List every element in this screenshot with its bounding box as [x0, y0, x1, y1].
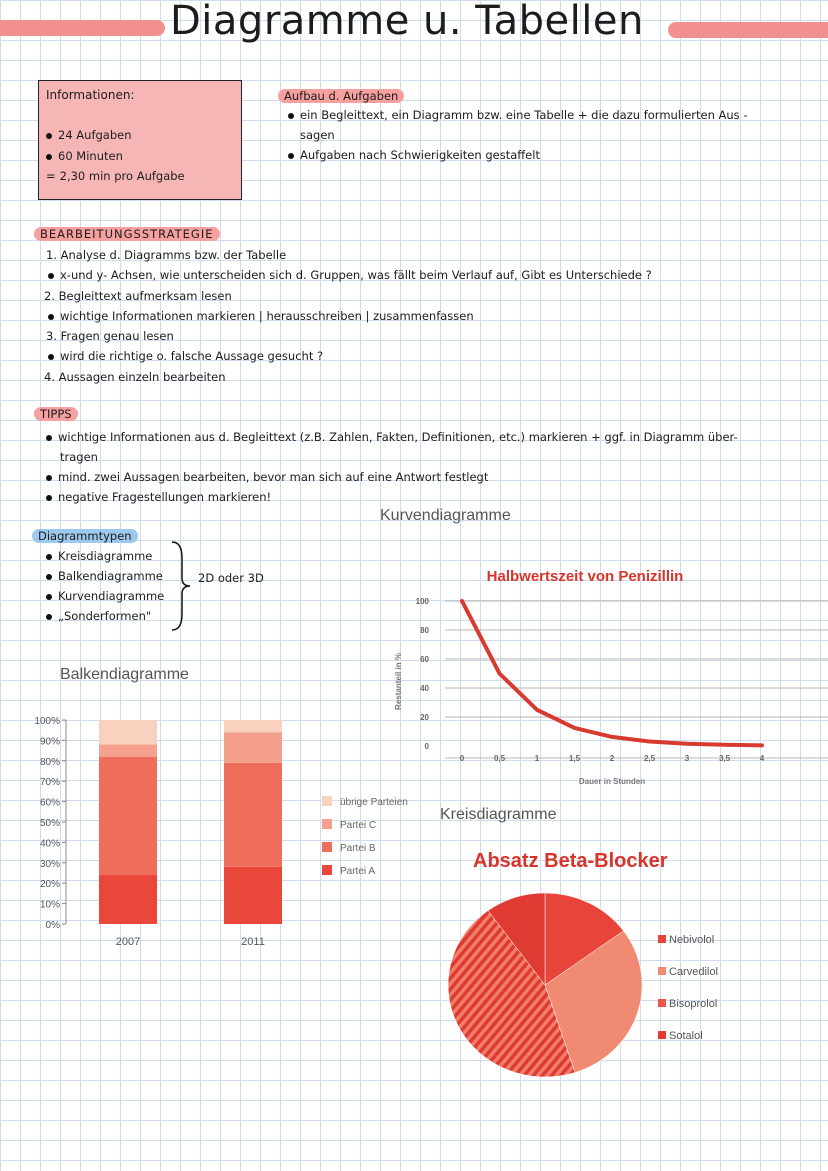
line-x-axis-label: Dauer in Stunden	[578, 777, 646, 786]
legend-item: Sotalol	[658, 1024, 718, 1056]
line-chart-title: Halbwertszeit von Penizillin	[486, 568, 684, 585]
strategie-line: 3. Fragen genau lesen	[46, 329, 174, 343]
strategie-line: 4. Aussagen einzeln bearbeiten	[44, 370, 226, 384]
bar-segment	[224, 867, 282, 924]
strategie-line: wichtige Informationen markieren | herausschreiben | zusammenfassen	[48, 309, 474, 323]
bar-y-tick-label: 90%	[39, 736, 60, 748]
line-x-tick-label: 1	[534, 754, 540, 763]
balkendiagramme-label: Balkendiagramme	[60, 666, 189, 683]
tipp-item: mind. zwei Aussagen bearbeiten, bevor man sich auf eine Antwort festlegt	[46, 470, 488, 484]
diagrammtypen-heading: Diagrammtypen	[32, 529, 138, 543]
diagrammtypen-note: 2D oder 3D	[198, 571, 264, 585]
tipp-item-cont: tragen	[60, 450, 98, 464]
bar-segment	[99, 744, 157, 756]
strategie-line: wird die richtige o. falsche Aussage gesucht ?	[48, 349, 323, 363]
line-x-tick-label: 4	[759, 754, 765, 763]
bar-segment	[224, 763, 282, 867]
legend-item: Carvedilol	[658, 960, 718, 992]
page-title: Diagramme u. Tabellen	[170, 0, 644, 44]
line-x-tick-label: 3	[684, 754, 690, 763]
kreisdiagramme-label: Kreisdiagramme	[440, 806, 557, 823]
bar-segment	[99, 875, 157, 924]
curly-brace	[170, 540, 192, 632]
diagrammtyp-item: Kurvendiagramme	[46, 589, 164, 603]
bar-y-tick-label: 20%	[39, 879, 60, 891]
strategie-line: 1. Analyse d. Diagramms bzw. der Tabelle	[46, 248, 287, 262]
bar-y-tick-label: 30%	[39, 858, 60, 870]
bar-segment	[99, 757, 157, 875]
bar-segment	[99, 720, 157, 744]
legend-swatch	[322, 865, 332, 875]
legend-item: Partei C	[322, 813, 408, 836]
diagrammtyp-item: „Sonderformen"	[46, 609, 151, 623]
info-item: 60 Minuten	[46, 149, 123, 163]
bar-segment	[224, 720, 282, 732]
aufbau-item: Aufgaben nach Schwierigkeiten gestaffelt	[288, 148, 540, 162]
aufbau-heading: Aufbau d. Aufgaben	[278, 89, 404, 103]
info-result: = 2,30 min pro Aufgabe	[46, 169, 185, 183]
title-bar-left	[0, 20, 165, 36]
line-y-tick-label: 40	[420, 684, 429, 693]
line-y-axis-label: Restanteil in %	[394, 653, 403, 710]
strategie-heading: BEARBEITUNGSSTRATEGIE	[34, 227, 220, 241]
bar-y-tick-label: 40%	[39, 838, 60, 850]
pie-chart	[440, 890, 650, 1080]
bar-y-tick-label: 80%	[39, 756, 60, 768]
title-bar-right	[668, 22, 828, 38]
bar-y-tick-label: 50%	[39, 818, 60, 829]
line-y-tick-label: 20	[420, 713, 429, 722]
bar-x-label: 2007	[115, 936, 141, 948]
line-y-tick-label: 80	[420, 626, 429, 635]
legend-item: Bisoprolol	[658, 992, 718, 1024]
strategie-line: 2. Begleittext aufmerksam lesen	[44, 289, 232, 303]
legend-item: Partei B	[322, 836, 408, 859]
bar-y-tick-label: 100%	[34, 716, 60, 727]
bar-x-label: 2011	[241, 936, 265, 948]
diagrammtyp-item: Kreisdiagramme	[46, 549, 152, 563]
bar-chart	[0, 700, 320, 960]
line-y-tick-label: 60	[420, 655, 429, 664]
line-x-tick-label: 2,5	[643, 754, 656, 763]
line-chart	[385, 560, 828, 792]
legend-item: übrige Parteien	[322, 790, 408, 813]
bar-y-tick-label: 60%	[39, 797, 60, 809]
line-x-tick-label: 2	[609, 754, 615, 763]
legend-item: Partei A	[322, 859, 408, 882]
aufbau-item: ein Begleittext, ein Diagramm bzw. eine Tabelle + die dazu formulierten Aus -	[288, 108, 747, 122]
info-heading: Informationen:	[46, 88, 135, 102]
diagrammtyp-item: Balkendiagramme	[46, 569, 163, 583]
aufbau-item-cont: sagen	[300, 128, 335, 142]
bar-y-tick-label: 10%	[39, 899, 60, 911]
line-x-tick-label: 3,5	[718, 754, 731, 763]
bar-segment	[224, 732, 282, 763]
legend-item: Nebivolol	[658, 928, 718, 960]
line-series-penizillin	[462, 601, 762, 745]
bar-legend	[322, 790, 408, 882]
legend-swatch	[322, 842, 332, 852]
pie-title: Absatz Beta-Blocker	[473, 850, 668, 872]
kurvendiagramme-label: Kurvendiagramme	[380, 507, 511, 524]
tipp-item: wichtige Informationen aus d. Begleittext (z.B. Zahlen, Fakten, Definitionen, etc.) markieren + ggf. in Diagramm über-	[46, 430, 738, 444]
line-x-tick-label: 0	[459, 754, 465, 763]
legend-swatch	[322, 796, 332, 806]
pie-legend	[658, 928, 718, 1056]
line-y-tick-label: 0	[424, 742, 429, 751]
strategie-line: x-und y- Achsen, wie unterscheiden sich d. Gruppen, was fällt beim Verlauf auf, Gibt es Unterschiede ?	[48, 268, 652, 282]
bar-y-tick-label: 70%	[39, 777, 60, 789]
line-y-tick-label: 100	[415, 597, 429, 606]
tipps-heading: TIPPS	[34, 407, 78, 421]
line-x-tick-label: 0,5	[493, 754, 506, 763]
bar-y-tick-label: 0%	[45, 920, 60, 931]
legend-swatch	[322, 819, 332, 829]
info-item: 24 Aufgaben	[46, 128, 132, 142]
tipp-item: negative Fragestellungen markieren!	[46, 490, 271, 504]
line-x-tick-label: 1,5	[568, 754, 581, 763]
